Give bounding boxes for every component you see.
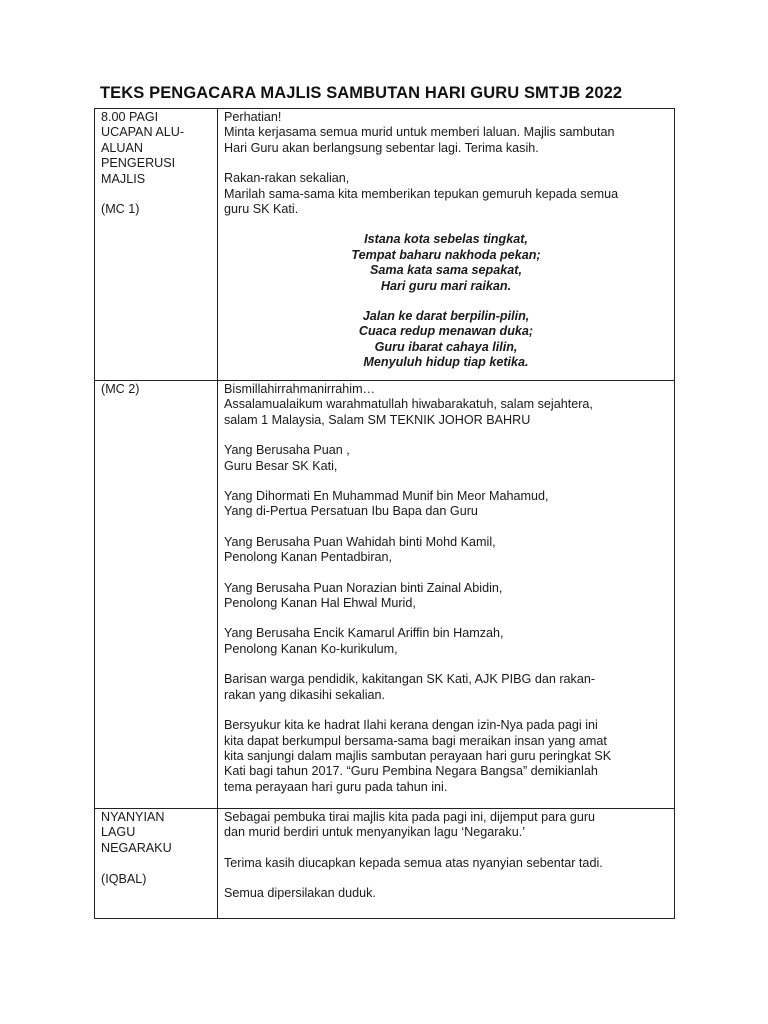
script-line: Yang Berusaha Encik Kamarul Ariffin bin Hamzah,	[224, 626, 504, 641]
script-line: Rakan-rakan sekalian,	[224, 171, 350, 186]
script-paragraph	[224, 171, 668, 217]
script-line: kita sanjungi dalam majlis sambutan perayaan hari guru peringkat SK	[224, 748, 612, 763]
script-paragraph	[224, 382, 668, 428]
script-line: kita dapat berkumpul bersama-sama bagi meraikan insan yang amat	[224, 733, 607, 748]
script-line: Yang Berusaha Puan ,	[224, 443, 350, 458]
segment-label-line: NEGARAKU	[101, 840, 172, 855]
script-paragraph	[224, 672, 668, 703]
segment-label-line: NYANYIAN	[101, 810, 165, 824]
script-line: Bismillahirrahmanirrahim…	[224, 382, 376, 396]
script-line: Perhatian!	[224, 110, 282, 124]
script-line: Yang Berusaha Puan Wahidah binti Mohd Kamil,	[224, 534, 496, 549]
script-line: Guru Besar SK Kati,	[224, 458, 338, 473]
script-line: Bersyukur kita ke hadrat Ilahi kerana dengan izin-Nya pada pagi ini	[224, 718, 598, 733]
segment-role: (MC 2)	[101, 382, 140, 396]
script-paragraph	[224, 856, 668, 871]
segment-label-cell	[95, 381, 218, 809]
emcee-script-table	[94, 108, 675, 919]
script-line: Minta kerjasama semua murid untuk memberi laluan. Majlis sambutan	[224, 125, 615, 140]
pantun-line: Jalan ke darat berpilin-pilin,	[362, 309, 530, 324]
script-line: Sebagai pembuka tirai majlis kita pada pagi ini, dijemput para guru	[224, 810, 596, 824]
script-line: Penolong Kanan Ko-kurikulum,	[224, 641, 398, 656]
segment-label-cell	[95, 809, 218, 919]
pantun-line: Sama kata sama sepakat,	[370, 263, 522, 278]
pantun-line: Hari guru mari raikan.	[380, 278, 512, 293]
script-paragraph	[224, 443, 668, 474]
pantun-stanza	[224, 232, 668, 294]
script-line: dan murid berdiri untuk menyanyikan lagu ‘Negaraku.’	[224, 825, 526, 840]
script-line: rakan yang dikasihi sekalian.	[224, 687, 386, 702]
segment-content-cell	[218, 809, 675, 919]
pantun-line: Istana kota sebelas tingkat,	[364, 232, 528, 247]
segment-spacer	[101, 856, 211, 871]
pantun-line: Menyuluh hidup tiap ketika.	[363, 355, 529, 370]
script-line: Yang Berusaha Puan Norazian binti Zainal Abidin,	[224, 580, 503, 595]
table-row	[95, 381, 675, 809]
script-line: Yang di-Pertua Persatuan Ibu Bapa dan Guru	[224, 504, 478, 519]
pantun-line: Tempat baharu nakhoda pekan;	[351, 247, 541, 262]
script-line: guru SK Kati.	[224, 202, 299, 217]
segment-content-cell	[218, 109, 675, 381]
pantun-line: Guru ibarat cahaya lilin,	[374, 339, 518, 354]
segment-label-line: UCAPAN ALU-	[101, 125, 185, 140]
script-paragraph	[224, 535, 668, 566]
script-paragraph	[224, 886, 668, 901]
segment-content-cell	[218, 381, 675, 809]
script-line: Barisan warga pendidik, kakitangan SK Kati, AJK PIBG dan rakan-	[224, 672, 596, 687]
script-paragraph	[224, 581, 668, 612]
pantun-stanza	[224, 309, 668, 371]
segment-role: (IQBAL)	[101, 871, 147, 886]
segment-label-line: PENGERUSI	[101, 156, 176, 171]
script-paragraph	[224, 110, 668, 156]
script-paragraph	[224, 810, 668, 841]
script-line: Hari Guru akan berlangsung sebentar lagi. Terima kasih.	[224, 140, 539, 155]
script-line: Kati bagi tahun 2017. “Guru Pembina Negara Bangsa” demikianlah	[224, 764, 598, 779]
pantun-line: Cuaca redup menawan duka;	[358, 324, 534, 339]
script-paragraph	[224, 626, 668, 657]
script-paragraph	[224, 489, 668, 520]
segment-label-line: LAGU	[101, 825, 136, 840]
script-line: Penolong Kanan Hal Ehwal Murid,	[224, 596, 416, 611]
segment-spacer	[101, 187, 211, 202]
script-line: Assalamualaikum warahmatullah hiwabarakatuh, salam sejahtera,	[224, 397, 593, 412]
script-line: salam 1 Malaysia, Salam SM TEKNIK JOHOR BAHRU	[224, 412, 531, 427]
segment-time: 8.00 PAGI	[101, 110, 159, 124]
segment-label-line: ALUAN	[101, 140, 143, 155]
script-line: Penolong Kanan Pentadbiran,	[224, 550, 393, 565]
table-row	[95, 109, 675, 381]
script-line: Semua dipersilakan duduk.	[224, 886, 376, 901]
script-line: tema perayaan hari guru pada tahun ini.	[224, 779, 448, 794]
segment-label-cell	[95, 109, 218, 381]
segment-role: (MC 1)	[101, 202, 140, 217]
script-line: Terima kasih diucapkan kepada semua atas nyanyian sebentar tadi.	[224, 855, 603, 870]
document-title: TEKS PENGACARA MAJLIS SAMBUTAN HARI GURU SMTJB 2022	[100, 84, 623, 102]
script-line: Marilah sama-sama kita memberikan tepukan gemuruh kepada semua	[224, 186, 619, 201]
script-line: Yang Dihormati En Muhammad Munif bin Meor Mahamud,	[224, 489, 549, 504]
table-row	[95, 809, 675, 919]
script-paragraph	[224, 718, 668, 795]
segment-label-line: MAJLIS	[101, 171, 146, 186]
